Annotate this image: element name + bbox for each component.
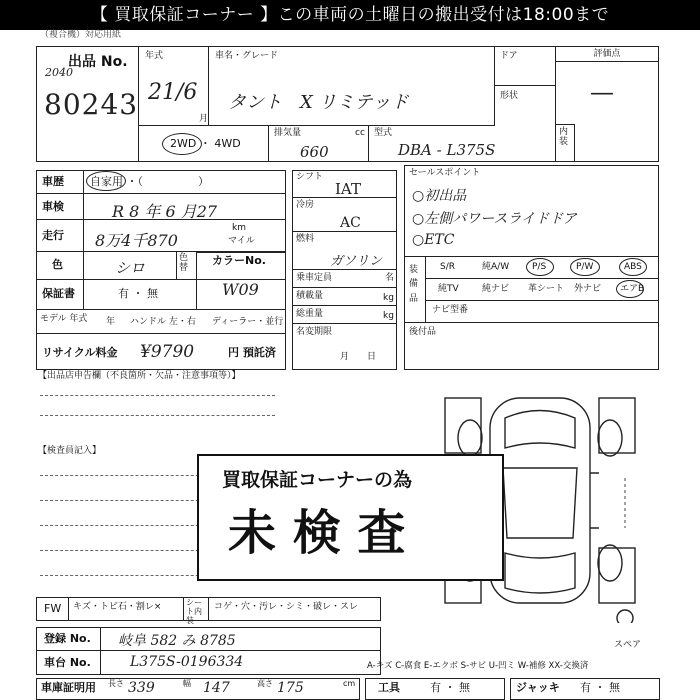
fw-text: キズ・トビ石・割レ× — [68, 597, 183, 621]
door-label: ドア — [500, 51, 518, 61]
chassis-value: L375S-0196334 — [130, 654, 244, 670]
equip-abs: ABS — [624, 262, 642, 272]
cert-height-label: 高さ — [257, 679, 273, 688]
ac-value: AC — [340, 215, 361, 231]
interior-label: 内装 — [555, 124, 575, 162]
inspection-value: R 8 年 6 月27 — [112, 202, 218, 221]
equip-ps: P/S — [532, 262, 547, 272]
weight-label: 総重量 — [296, 309, 324, 319]
sales-points-label: セールスポイント — [409, 168, 481, 178]
equipment-label: 装備品 — [404, 257, 426, 323]
car-roof — [503, 468, 577, 538]
aftermarket-label: 後付品 — [409, 327, 437, 337]
drive-options: 2WD ・ 4WD — [170, 137, 241, 150]
color-label: 色 — [52, 258, 63, 271]
equip-leather: 革シート — [528, 284, 565, 294]
mileage-value: 8万4千870 — [95, 231, 178, 250]
capacity-unit: 名 — [385, 273, 395, 283]
equip-airbag-circle — [616, 280, 644, 298]
model-type-col3: ディーラー・並行 — [212, 317, 284, 327]
chassis-label: 車台 No. — [44, 656, 91, 669]
equip-ps-circle — [526, 258, 554, 276]
load-label: 積載量 — [296, 291, 324, 301]
right-front-panel — [599, 398, 635, 453]
cert-height: 175 — [277, 680, 304, 696]
left-front-panel — [445, 398, 481, 453]
sales-point-2: ○左側パワースライドドア — [412, 211, 577, 227]
deadline-unit: 月 日 — [340, 352, 377, 362]
cert-width: 147 — [203, 680, 230, 696]
mileage-unit: km — [232, 223, 246, 233]
equip-aw: 純A/W — [482, 262, 510, 272]
model-label: 車名・グレード — [215, 51, 279, 61]
mileage-unit2: マイル — [228, 236, 255, 246]
deadline-label: 名変期限 — [296, 327, 333, 337]
overlay-line1: 買取保証コーナーの為 — [222, 469, 413, 491]
partial-header: （複合機）対応用紙 — [40, 30, 122, 40]
ac-label: 冷房 — [296, 200, 315, 210]
shape-label: 形状 — [500, 91, 519, 101]
recycle-value: ¥9790 — [140, 342, 195, 362]
inspector-label: 【検査員記入】 — [38, 446, 102, 456]
score-label: 評価点 — [555, 46, 659, 62]
score-value: — — [590, 78, 614, 106]
load-unit: kg — [383, 293, 394, 303]
equip-abs-circle — [619, 258, 647, 276]
color-value: シロ — [115, 259, 146, 277]
weight-unit: kg — [383, 311, 394, 321]
sales-point-3: ○ETC — [412, 232, 455, 248]
registration-value: 岐阜 582 み 8785 — [118, 633, 236, 649]
car-trunk — [505, 553, 575, 593]
lot-code: 2040 — [45, 66, 73, 79]
year-label: 年式 — [145, 51, 164, 61]
fw-seat-text: コゲ・穴・汚レ・シミ・破レ・スレ — [214, 602, 359, 612]
damage-legend: A-キズ C-腐食 E-エクボ S-サビ U-凹ミ W-補修 XX-交換済 — [367, 661, 589, 671]
wheel-rear-right — [598, 545, 622, 581]
equip-tv: 純TV — [438, 284, 459, 294]
displacement-label: 排気量 — [274, 128, 302, 138]
displacement-unit: cc — [355, 128, 365, 138]
warranty-label: 保証書 — [42, 287, 75, 300]
cert-width-label: 幅 — [183, 679, 191, 688]
cert-length: 339 — [128, 680, 155, 696]
wheel-front-right — [598, 420, 622, 456]
capacity-label: 乗車定員 — [296, 273, 333, 283]
tools-value: 有 ・ 無 — [430, 681, 470, 694]
car-hood — [505, 411, 575, 449]
registration-label: 登録 No. — [44, 632, 91, 645]
recycle-unit: 円 預託済 — [228, 346, 276, 359]
mileage-label: 走行 — [42, 229, 64, 242]
jack-value: 有 ・ 無 — [580, 681, 620, 694]
color-no-value: W09 — [222, 280, 259, 299]
auction-banner: 【 買取保証コーナー 】この車両の土曜日の搬出受付は18:00まで — [0, 0, 700, 30]
model-type-col1: 年 — [106, 317, 116, 327]
cert-unit: cm — [343, 679, 356, 688]
shift-value: IAT — [335, 180, 361, 198]
lot-label: 出品 No. — [68, 54, 128, 70]
sales-point-1: ○初出品 — [412, 188, 467, 204]
equip-airbag: エアB — [620, 284, 645, 294]
color-exchange-label: 色替 — [176, 252, 196, 280]
jack-label: ジャッキ — [516, 681, 560, 694]
history-circle — [86, 171, 126, 191]
color-no-label: カラーNo. — [212, 254, 266, 267]
fw-label: FW — [44, 602, 62, 615]
equip-ext-navi: 外ナビ — [574, 284, 602, 294]
declaration-label: 【出品店申告欄（不良箇所・欠品・注意事項等）】 — [38, 371, 241, 381]
equip-navi-model: ナビ型番 — [432, 305, 469, 315]
overlay-line2: 未 検 査 — [228, 505, 406, 561]
equip-pw-circle — [570, 258, 600, 276]
shift-label: シフト — [296, 172, 324, 182]
lot-number: 80243 — [44, 88, 139, 121]
fuel-value: ガソリン — [330, 254, 383, 269]
equip-sr: S/R — [440, 262, 455, 272]
history-value: 自家用 ・（ ） — [90, 175, 209, 188]
recycle-label: リサイクル料金 — [42, 346, 118, 359]
type-label: 型式 — [374, 128, 393, 138]
right-rear-panel — [599, 548, 635, 603]
model-value: タント X リミテッド — [228, 92, 409, 113]
warranty-value: 有 ・ 無 — [118, 287, 158, 300]
displacement-value: 660 — [300, 143, 329, 161]
equip-pw: P/W — [576, 262, 594, 272]
spare-tire — [617, 610, 633, 623]
spare-label: スペア — [614, 640, 642, 650]
model-type-label: モデル 年式 — [40, 314, 88, 324]
equip-navi: 純ナビ — [482, 284, 510, 294]
type-value: DBA - L375S — [398, 141, 496, 159]
model-type-col2: ハンドル 左・右 — [130, 317, 196, 327]
month-unit: 月 — [199, 114, 209, 124]
tools-label: 工具 — [378, 681, 400, 694]
fuel-label: 燃料 — [296, 234, 315, 244]
cert-length-label: 長さ — [108, 679, 124, 688]
cert-label: 車庫証明用 — [41, 681, 96, 694]
fw-seat-label: シート内装 — [183, 597, 209, 621]
wheel-front-left — [458, 420, 482, 456]
history-label: 車歴 — [42, 175, 64, 188]
year-value: 21/6 — [148, 80, 198, 105]
inspection-label: 車検 — [42, 200, 64, 213]
